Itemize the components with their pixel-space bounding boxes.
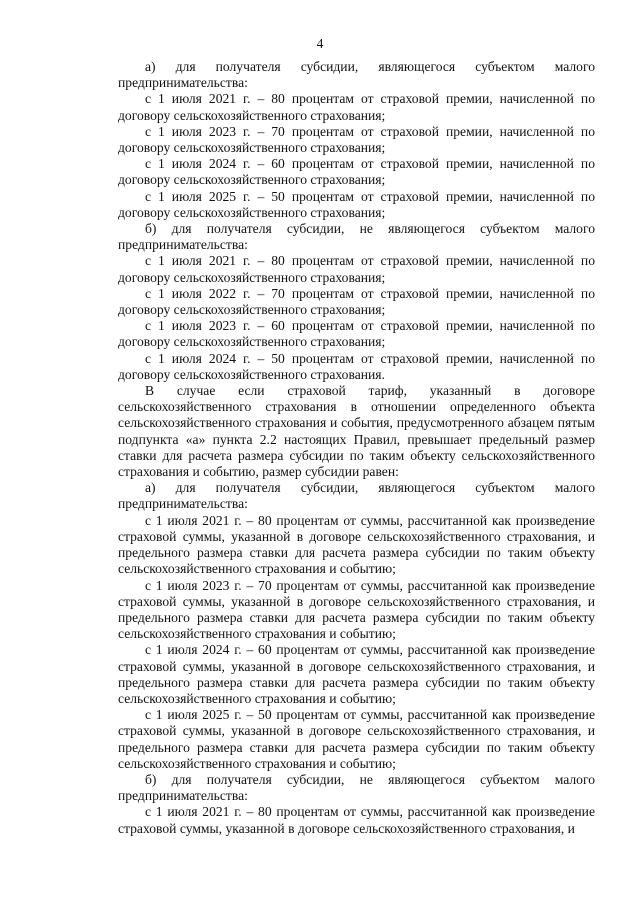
- paragraph-subsection-a: а) для получателя субсидии, являющегося субъектом малого предпринимательства:: [118, 480, 595, 512]
- paragraph-a-item: с 1 июля 2024 г. – 60 процентам от суммы, рассчитанной как произведение страховой суммы, указанной в договоре сельскохозяйственного страхования, и предельного размера ставки для расчета размера субсидии по таким объекту сельскохозяйственного страхования и событию;: [118, 642, 595, 706]
- paragraph-subsection-b: б) для получателя субсидии, не являющегося субъектом малого предпринимательства:: [118, 221, 595, 253]
- paragraph-a-item: с 1 июля 2023 г. – 70 процентам от страховой премии, начисленной по договору сельскохозяйственного страхования;: [118, 123, 595, 156]
- paragraph-b-item: с 1 июля 2023 г. – 60 процентам от страховой премии, начисленной по договору сельскохозяйственного страхования;: [118, 318, 595, 350]
- document-body: [118, 59, 595, 837]
- paragraph-subsection-a: а) для получателя субсидии, являющегося субъектом малого предпринимательства:: [118, 59, 595, 91]
- paragraph-a-item: с 1 июля 2025 г. – 50 процентам от страховой премии, начисленной по договору сельскохозяйственного страхования;: [118, 188, 595, 220]
- paragraph-b-item: с 1 июля 2024 г. – 50 процентам от страховой премии, начисленной по договору сельскохозяйственного страхования.: [118, 350, 595, 382]
- paragraph-a-item: с 1 июля 2024 г. – 60 процентам от страховой премии, начисленной по договору сельскохозяйственного страхования;: [118, 156, 595, 188]
- paragraph-a-item: с 1 июля 2021 г. – 80 процентам от суммы, рассчитанной как произведение страховой суммы, указанной в договоре сельскохозяйственного страхования, и предельного размера ставки для расчета размера субсидии по таким объекту сельскохозяйственного страхования и событию;: [118, 512, 595, 577]
- page-number: 4: [316, 36, 324, 51]
- paragraph-a-item: с 1 июля 2021 г. – 80 процентам от страховой премии, начисленной по договору сельскохозяйственного страхования;: [118, 91, 595, 123]
- paragraph-b-item: с 1 июля 2021 г. – 80 процентам от суммы, рассчитанной как произведение страховой суммы, указанной в договоре сельскохозяйственного страхования, и: [118, 804, 595, 836]
- paragraph-a-item: с 1 июля 2025 г. – 50 процентам от суммы, рассчитанной как произведение страховой суммы, указанной в договоре сельскохозяйственного страхования, и предельного размера ставки для расчета размера субсидии по таким объекту сельскохозяйственного страхования и событию;: [118, 707, 595, 771]
- paragraph-subsection-b: б) для получателя субсидии, не являющегося субъектом малого предпринимательства:: [118, 771, 595, 804]
- paragraph-b-item: с 1 июля 2021 г. – 80 процентам от страховой премии, начисленной по договору сельскохозяйственного страхования;: [118, 253, 595, 285]
- paragraph-b-item: с 1 июля 2022 г. – 70 процентам от страховой премии, начисленной по договору сельскохозяйственного страхования;: [118, 285, 595, 318]
- paragraph-a-item: с 1 июля 2023 г. – 70 процентам от суммы, рассчитанной как произведение страховой суммы, указанной в договоре сельскохозяйственного страхования, и предельного размера ставки для расчета размера субсидии по таким объекту сельскохозяйственного страхования и событию;: [118, 577, 595, 642]
- paragraph-tariff-condition: В случае если страховой тариф, указанный в договоре сельскохозяйственного страхования в отношении определенного объекта сельскохозяйственного страхования и события, предусмотренного абзацем пятым подпункта «а» пункта 2.2 настоящих Правил, превышает предельный размер ставки для расчета размера субсидии по таким объекту сельскохозяйственного страхования и событию, размер субсидии равен:: [118, 383, 595, 480]
